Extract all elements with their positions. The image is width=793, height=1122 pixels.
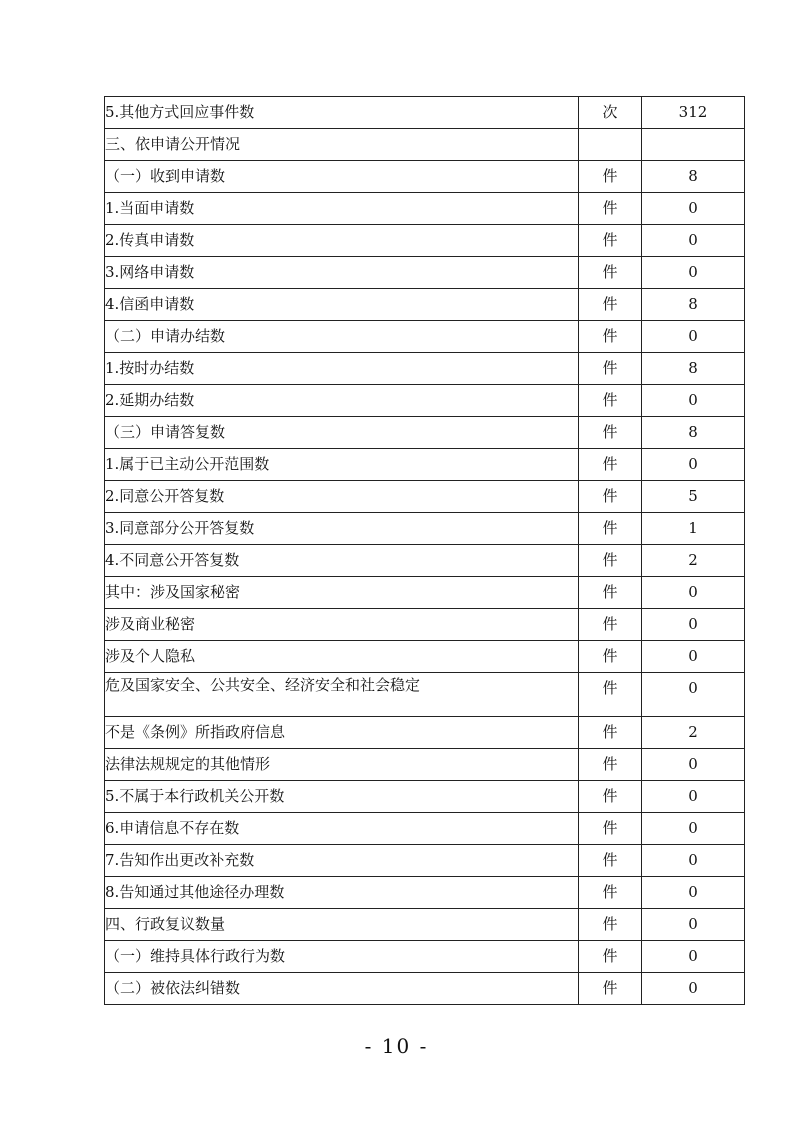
row-value: 5 [642,481,745,513]
table-row [105,845,745,877]
statistics-table [104,96,745,1005]
row-value: 0 [642,781,745,813]
page-number: - 10 - [364,1034,429,1058]
table-row [105,909,745,941]
row-unit: 件 [579,813,642,845]
table-row [105,641,745,673]
row-unit: 件 [579,257,642,289]
row-unit: 件 [579,577,642,609]
table-row [105,481,745,513]
row-unit: 次 [579,97,642,129]
table-row [105,353,745,385]
row-value: 0 [642,449,745,481]
table-row [105,513,745,545]
row-value: 0 [642,641,745,673]
table-row [105,749,745,781]
row-item-label: 4.不同意公开答复数 [105,545,579,577]
row-value: 0 [642,813,745,845]
row-unit: 件 [579,845,642,877]
table-row [105,813,745,845]
row-item-label: （三）申请答复数 [105,417,579,449]
table-row [105,417,745,449]
table-row [105,321,745,353]
row-unit: 件 [579,161,642,193]
row-value: 0 [642,877,745,909]
row-value: 0 [642,193,745,225]
row-value: 312 [642,97,745,129]
row-item-label: 4.信函申请数 [105,289,579,321]
row-item-label: （二）被依法纠错数 [105,973,579,1005]
table-row [105,673,745,717]
row-item-label: 5.不属于本行政机关公开数 [105,781,579,813]
row-unit: 件 [579,321,642,353]
table-row [105,161,745,193]
row-item-label: 1.当面申请数 [105,193,579,225]
table-row [105,609,745,641]
row-item-label: 2.传真申请数 [105,225,579,257]
row-item-label: （二）申请办结数 [105,321,579,353]
row-value: 0 [642,225,745,257]
row-value: 8 [642,417,745,449]
table-row [105,193,745,225]
row-item-label: 三、依申请公开情况 [105,129,579,161]
table-row [105,941,745,973]
row-item-label: （一）收到申请数 [105,161,579,193]
row-unit: 件 [579,909,642,941]
row-unit: 件 [579,353,642,385]
table-row [105,289,745,321]
table-row [105,129,745,161]
table-row [105,449,745,481]
row-value: 0 [642,321,745,353]
row-unit: 件 [579,609,642,641]
row-item-label: 涉及商业秘密 [105,609,579,641]
row-unit: 件 [579,193,642,225]
table-row [105,545,745,577]
row-item-label: 1.按时办结数 [105,353,579,385]
row-item-label: 8.告知通过其他途径办理数 [105,877,579,909]
row-item-label: （一）维持具体行政行为数 [105,941,579,973]
row-item-label: 法律法规规定的其他情形 [105,749,579,781]
row-item-label: 7.告知作出更改补充数 [105,845,579,877]
row-value: 0 [642,909,745,941]
table-row [105,257,745,289]
table-row [105,577,745,609]
row-unit: 件 [579,641,642,673]
table-body [105,97,745,1005]
row-item-label: 2.延期办结数 [105,385,579,417]
row-value: 0 [642,845,745,877]
row-unit: 件 [579,417,642,449]
row-value: 1 [642,513,745,545]
row-value: 0 [642,577,745,609]
table-row [105,973,745,1005]
row-unit: 件 [579,449,642,481]
row-unit: 件 [579,877,642,909]
row-item-label: 2.同意公开答复数 [105,481,579,513]
row-value: 0 [642,941,745,973]
row-value: 0 [642,257,745,289]
table-row [105,717,745,749]
row-item-label: 3.同意部分公开答复数 [105,513,579,545]
row-unit: 件 [579,717,642,749]
row-value: 2 [642,717,745,749]
row-unit: 件 [579,513,642,545]
row-value: 8 [642,161,745,193]
row-unit: 件 [579,385,642,417]
row-value: 8 [642,289,745,321]
row-item-label: 涉及个人隐私 [105,641,579,673]
table-row [105,385,745,417]
row-value: 8 [642,353,745,385]
row-item-label: 3.网络申请数 [105,257,579,289]
row-item-label: 四、行政复议数量 [105,909,579,941]
row-unit: 件 [579,941,642,973]
row-unit: 件 [579,289,642,321]
row-value: 0 [642,609,745,641]
table-row [105,97,745,129]
row-value: 0 [642,749,745,781]
row-unit: 件 [579,781,642,813]
row-unit: 件 [579,545,642,577]
row-unit: 件 [579,673,642,717]
row-item-label: 其中：涉及国家秘密 [105,577,579,609]
row-value [642,129,745,161]
row-item-label: 5.其他方式回应事件数 [105,97,579,129]
row-value: 2 [642,545,745,577]
row-value: 0 [642,385,745,417]
row-unit [579,129,642,161]
row-item-label: 1.属于已主动公开范围数 [105,449,579,481]
row-unit: 件 [579,481,642,513]
table-row [105,877,745,909]
row-value: 0 [642,673,745,717]
table-row [105,225,745,257]
row-value: 0 [642,973,745,1005]
row-unit: 件 [579,973,642,1005]
table-row [105,781,745,813]
row-item-label: 不是《条例》所指政府信息 [105,717,579,749]
row-item-label: 6.申请信息不存在数 [105,813,579,845]
row-item-label: 危及国家安全、公共安全、经济安全和社会稳定 [105,673,579,717]
row-unit: 件 [579,225,642,257]
row-unit: 件 [579,749,642,781]
